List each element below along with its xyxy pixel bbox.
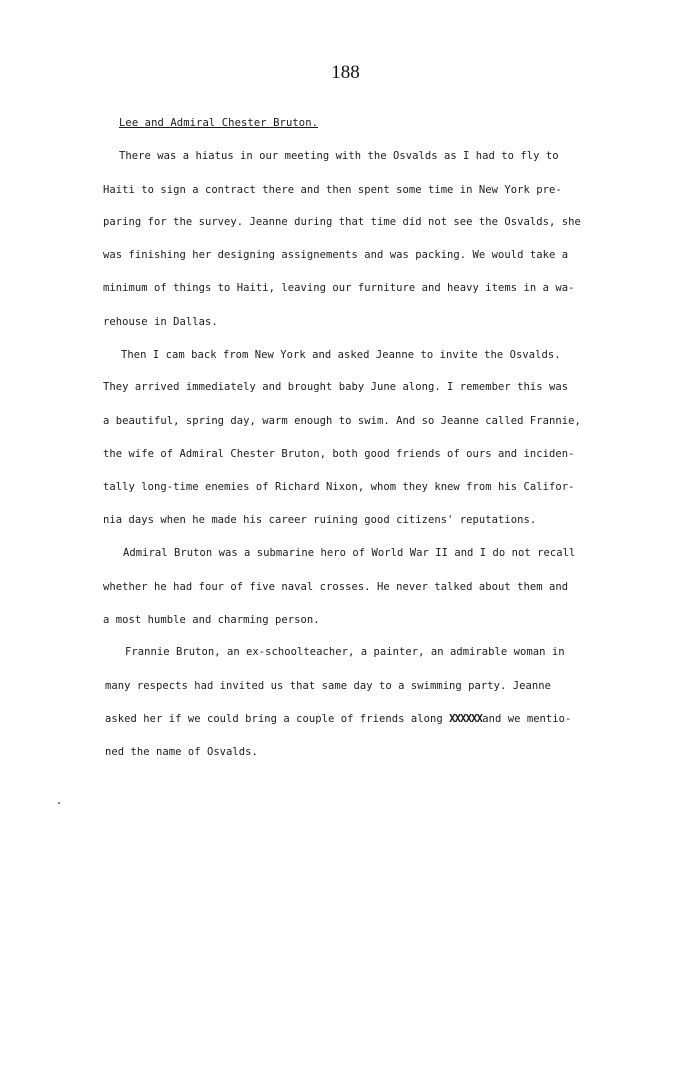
text-line: minimum of things to Haiti, leaving our furniture and heavy items in a wa-: [103, 282, 575, 294]
text-line: rehouse in Dallas.: [103, 316, 218, 328]
text-line: tally long-time enemies of Richard Nixon, whom they knew from his Califor-: [103, 481, 575, 493]
text-line: Admiral Bruton was a submarine hero of World War II and I do not recall: [123, 547, 576, 559]
text-line: a beautiful, spring day, warm enough to swim. And so Jeanne called Frannie,: [103, 415, 581, 427]
text-line: ned the name of Osvalds.: [105, 746, 258, 758]
text-line: [105, 713, 571, 725]
text-line: There was a hiatus in our meeting with the Osvalds as I had to fly to: [119, 150, 559, 162]
text-line: many respects had invited us that same day to a swimming party. Jeanne: [105, 680, 552, 692]
text-line: whether he had four of five naval crosses. He never talked about them and: [103, 581, 569, 593]
text-line: the wife of Admiral Chester Bruton, both good friends of ours and inciden-: [103, 448, 575, 460]
text-line: was finishing her designing assignements and was packing. We would take a: [103, 249, 569, 261]
text-line: a most humble and charming person.: [103, 614, 320, 626]
text-fragment: asked her if we could bring a couple of friends along: [105, 713, 443, 725]
text-line: Then I cam back from New York and asked Jeanne to invite the Osvalds.: [121, 349, 561, 361]
page-number: 188: [331, 62, 360, 83]
text-line: Frannie Bruton, an ex-schoolteacher, a painter, an admirable woman in: [125, 646, 565, 658]
text-line: They arrived immediately and brought baby June along. I remember this was: [103, 381, 569, 393]
scan-speck: [58, 802, 60, 804]
text-line: Haiti to sign a contract there and then spent some time in New York pre-: [103, 184, 562, 196]
text-line: nia days when he made his career ruining good citizens' reputations.: [103, 514, 537, 526]
struck-out-text: XXXXXX: [449, 713, 483, 725]
text-line: paring for the survey. Jeanne during that time did not see the Osvalds, she: [103, 216, 581, 228]
text-fragment: and we mentio-: [482, 713, 572, 725]
section-heading: Lee and Admiral Chester Bruton.: [119, 117, 319, 129]
